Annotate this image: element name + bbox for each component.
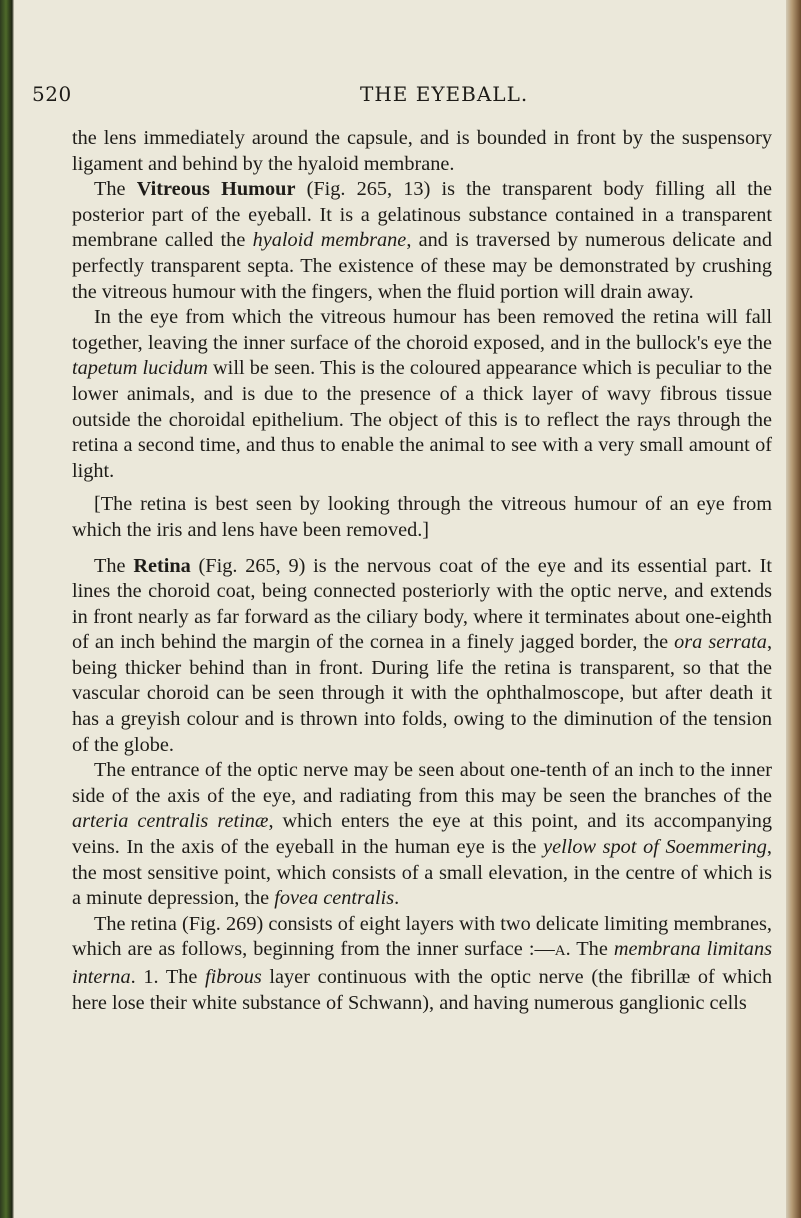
- term-retina: Retina: [133, 554, 191, 577]
- term-fibrous: fibrous: [205, 966, 262, 988]
- term-fovea-centralis: fovea centralis: [274, 887, 395, 910]
- page-header: [32, 82, 786, 112]
- term-tapetum-lucidum: tapetum lucidum: [72, 357, 208, 380]
- term-hyaloid-membrane: hyaloid membrane: [252, 229, 407, 252]
- body-text: [72, 126, 772, 1016]
- book-page: [14, 0, 786, 1218]
- term-ora-serrata: ora serrata: [674, 631, 767, 654]
- term-vitreous-humour: Vitreous Humour: [136, 178, 296, 201]
- paragraph-tapetum: In the eye from which the vitreous humour has been removed the retina will fall together, leaving the inner surface of the choroid exposed, and in the bullock's eye the tapetum lucidum will be seen. This is the coloured appearance which is peculiar to the lower animals, and is due to the presence of a thick layer of wavy fibrous tissue outside the choroidal epithelium. The object of this is to reflect the rays through the retina a second time, and thus to enable the animal to see with a very small amount of light.: [72, 306, 772, 482]
- term-arteria-centralis-retinae: arteria centralis retinæ: [72, 810, 269, 833]
- page-number: 520: [32, 82, 72, 106]
- paragraph-bracketed-note: [The retina is best seen by looking through the vitreous humour of an eye from which the iris and lens have been removed.]: [72, 493, 772, 541]
- paragraph-retina: The Retina (Fig. 265, 9) is the nervous coat of the eye and its essential part. It lines the choroid coat, being connected posteriorly with the optic nerve, and extends in front nearly as far forward as the ciliary body, where it terminates about one-eighth of an inch behind the margin of the cornea in a finely jagged border, the ora serrata, being thicker behind than in front. During life the retina is transparent, so that the vascular choroid can be seen through it with the ophthalmoscope, but after death it has a greyish colour and is thrown into folds, owing to the diminution of the tension of the globe.: [72, 554, 773, 756]
- running-title: THE EYEBALL.: [360, 82, 529, 106]
- paragraph-optic-nerve: The entrance of the optic nerve may be seen about one-tenth of an inch to the inner side of the axis of the eye, and radiating from this may be seen the branches of the arteria centralis retinæ, which enters the eye at this point, and its accompanying veins. In the axis of the eyeball in the human eye is the yellow spot of Soemmering, the most sensitive point, which consists of a small elevation, in the centre of which is a minute depression, the fovea centralis.: [72, 759, 772, 910]
- paragraph-retina-layers: The retina (Fig. 269) consists of eight layers with two delicate limiting membranes, which are as follows, beginning from the inner surface :—A. The membrana limitans interna. 1. The fibrous layer continuous with the optic nerve (the fibrillæ of which here lose their white substance of Schwann), and having numerous ganglionic cells: [72, 912, 772, 1014]
- term-membrana-limitans-interna: membrana limitans interna: [72, 938, 772, 988]
- term-yellow-spot: yellow spot of Soemmering: [543, 836, 767, 859]
- paragraph-vitreous-humour: The Vitreous Humour (Fig. 265, 13) is the transparent body filling all the posterior part of the eyeball. It is a gelatinous substance contained in a transparent membrane called the hyaloid membrane, and is traversed by numerous delicate and perfectly transparent septa. The existence of these may be demonstrated by crushing the vitreous humour with the fingers, when the fluid portion will drain away.: [72, 178, 772, 303]
- small-caps-a: A: [554, 943, 566, 960]
- paragraph-lens-continuation: the lens immediately around the capsule, and is bounded in front by the suspensory ligament and behind by the hyaloid membrane.: [72, 127, 772, 175]
